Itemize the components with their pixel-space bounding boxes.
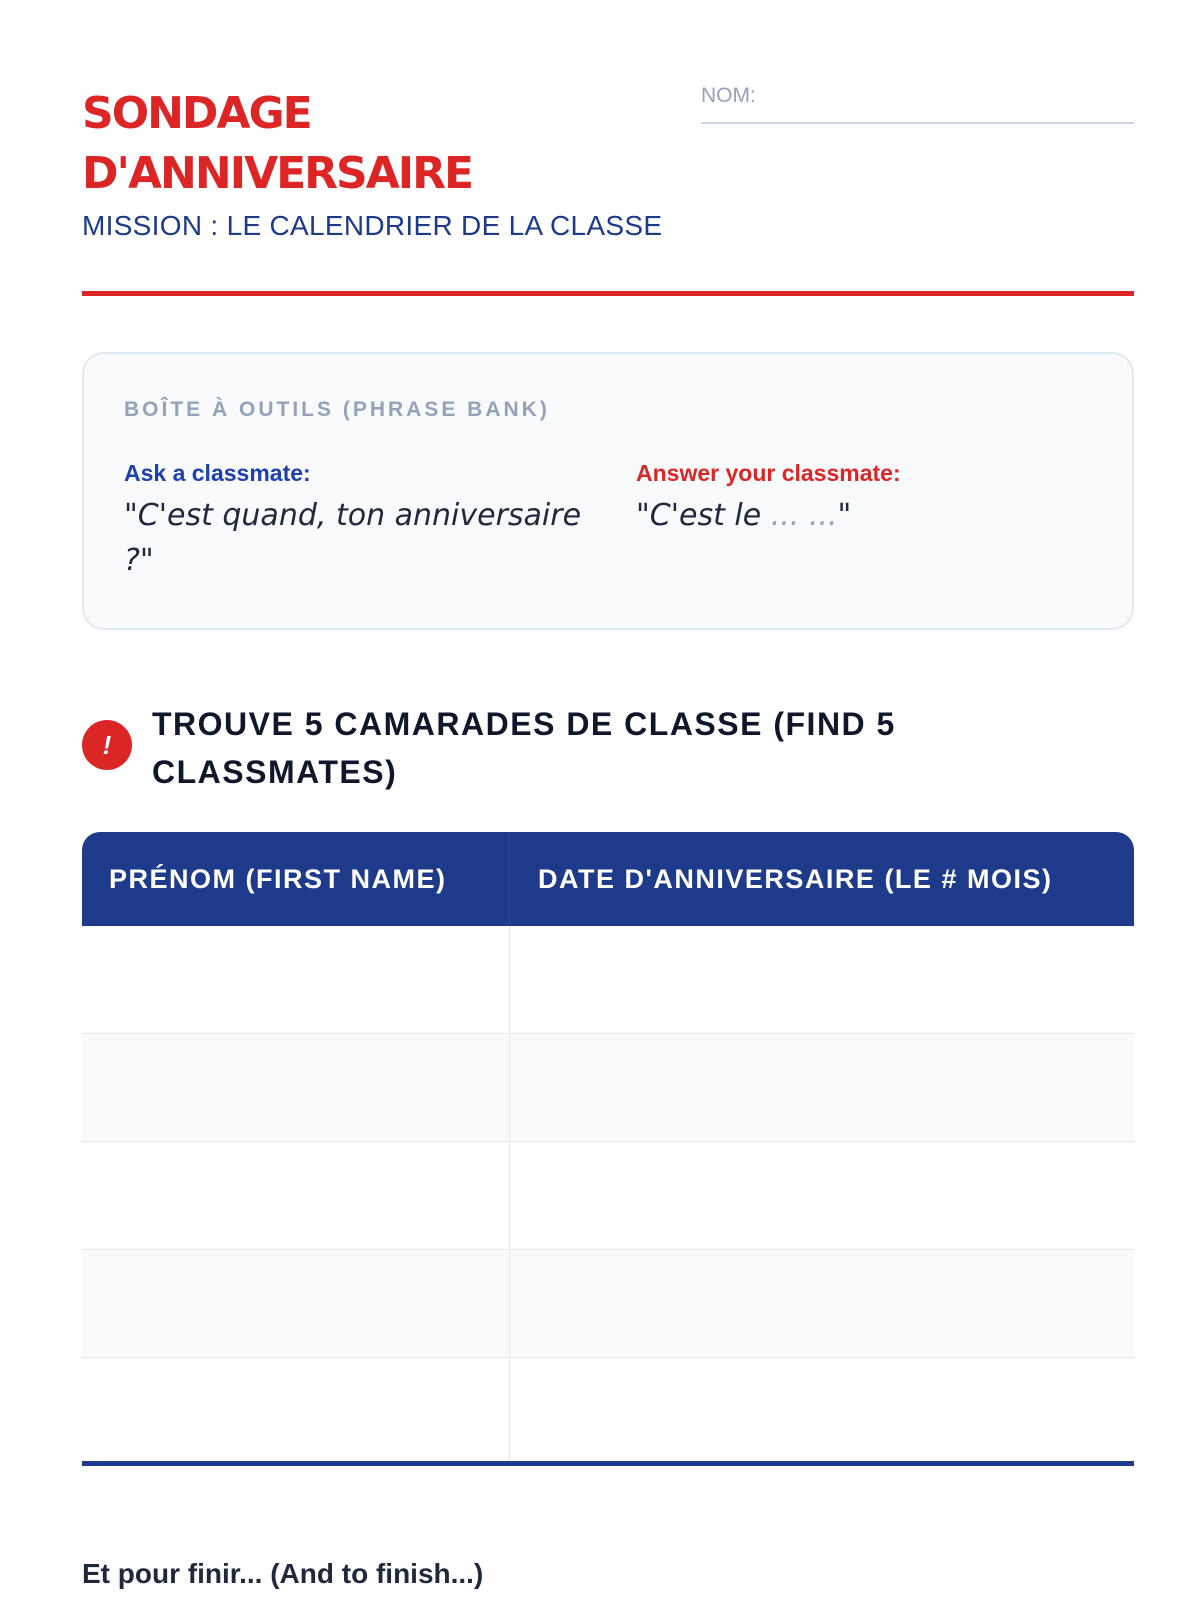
birthday-cell[interactable] — [510, 926, 1134, 1033]
name-field[interactable] — [701, 84, 1134, 124]
ask-label: Ask a classmate: — [124, 460, 311, 486]
answer-label: Answer your classmate: — [636, 460, 901, 486]
task-title: TROUVE 5 CAMARADES DE CLASSE (FIND 5 CLASSMATES) — [152, 706, 896, 790]
answer-column — [636, 460, 1096, 538]
ask-phrase: "C'est quand, ton anniversaire ?" — [124, 498, 582, 578]
column-header-first-name: PRÉNOM (FIRST NAME) — [82, 832, 510, 926]
survey-table — [82, 832, 1134, 1466]
phrase-bank-title: BOÎTE À OUTILS (PHRASE BANK) — [124, 398, 550, 421]
table-body — [82, 926, 1134, 1466]
first-name-cell[interactable] — [82, 1034, 510, 1141]
name-label: NOM: — [701, 84, 756, 107]
first-name-cell[interactable] — [82, 1250, 510, 1357]
birthday-cell[interactable] — [510, 1142, 1134, 1249]
first-name-cell[interactable] — [82, 1142, 510, 1249]
finish-heading: Et pour finir... (And to finish...) — [82, 1558, 484, 1589]
answer-phrase — [636, 493, 1096, 538]
column-header-birthday: DATE D'ANNIVERSAIRE (LE # MOIS) — [538, 863, 1053, 894]
table-row — [82, 926, 1134, 1034]
alert-icon: ! — [82, 720, 132, 770]
ask-column — [124, 460, 584, 583]
first-name-cell[interactable] — [82, 926, 510, 1033]
table-row — [82, 1358, 1134, 1466]
table-header — [82, 832, 1134, 926]
first-name-cell[interactable] — [82, 1358, 510, 1461]
task-heading — [82, 700, 1134, 796]
birthday-cell[interactable] — [510, 1250, 1134, 1357]
table-row — [82, 1250, 1134, 1358]
worksheet-subtitle: MISSION : LE CALENDRIER DE LA CLASSE — [82, 210, 663, 241]
answer-phrase-start: "C'est le — [636, 498, 771, 533]
answer-phrase-end: " — [837, 498, 852, 533]
table-row — [82, 1034, 1134, 1142]
header-divider — [82, 291, 1134, 296]
birthday-cell[interactable] — [510, 1034, 1134, 1141]
worksheet-title: SONDAGE D'ANNIVERSAIRE — [82, 88, 473, 199]
table-row — [82, 1142, 1134, 1250]
birthday-cell[interactable] — [510, 1358, 1134, 1461]
answer-phrase-blank: ... ... — [770, 498, 838, 533]
phrase-bank-box — [82, 352, 1134, 630]
